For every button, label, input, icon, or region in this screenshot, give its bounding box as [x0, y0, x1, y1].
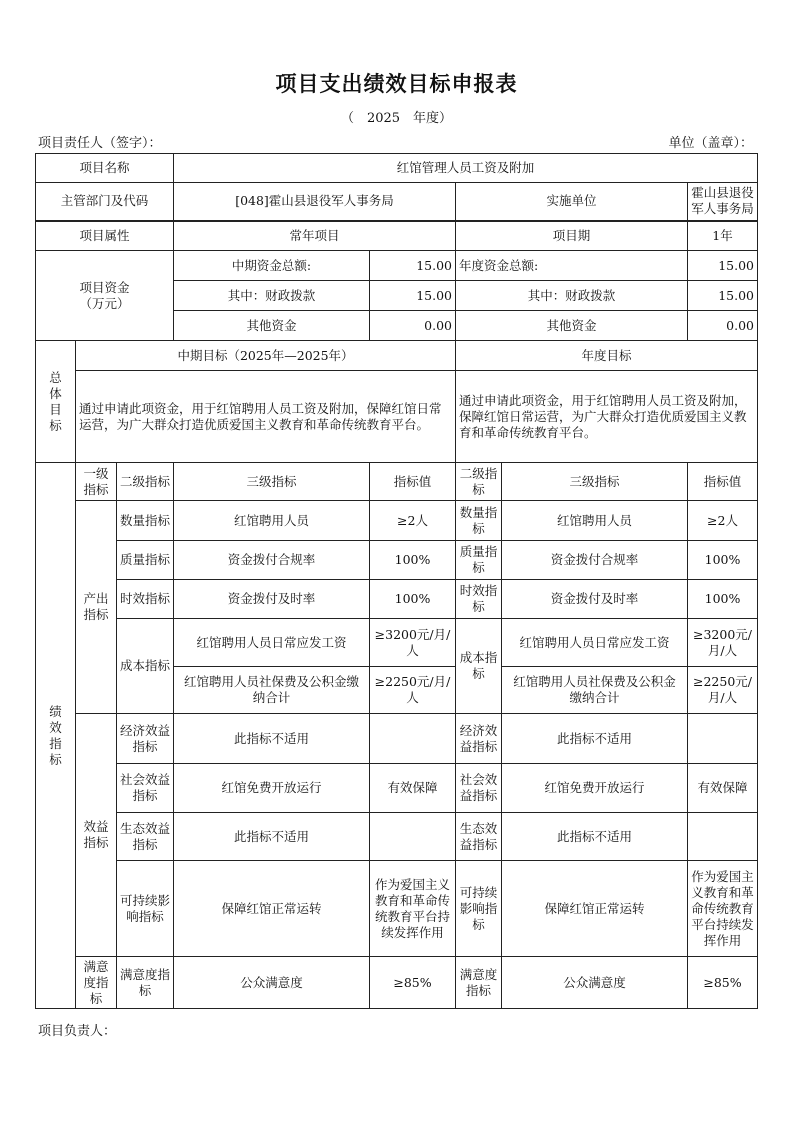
social-r-l3: 红馆免费开放运行	[502, 764, 688, 813]
impl-label: 实施单位	[456, 183, 688, 221]
quantity-r-l2: 数量指 标	[456, 501, 502, 541]
unit-seal-label: 单位（盖章）：	[668, 136, 753, 151]
ecological-r-value	[688, 813, 758, 861]
satisfaction-r-l3: 公众满意度	[502, 957, 688, 1009]
quality-r-l2: 质量指 标	[456, 541, 502, 580]
mid-goal-text: 通过申请此项资金，用于红馆聘用人员工资及附加，保障红馆日常运营，为广大群众打造优质爱国主义教育和革命传统教育平台。	[76, 371, 456, 463]
effect-indicator-label: 效益 指标	[76, 714, 117, 957]
annual-goal-text: 通过申请此项资金，用于红馆聘用人员工资及附加，保障红馆日常运营，为广大群众打造优质爱国主义教育和革命传统教育平台。	[456, 371, 758, 463]
overall-goal-label: 总 体 目 标	[36, 341, 76, 463]
cost-row1-r-value: ≥3200元/ 月/人	[688, 619, 758, 667]
satisfaction-indicator-label: 满意 度指 标	[76, 957, 117, 1009]
dept-label: 主管部门及代码	[36, 183, 174, 221]
annual-other-label: 其他资金	[456, 311, 688, 341]
cost-row1-r-l3: 红馆聘用人员日常应发工资	[502, 619, 688, 667]
row-department	[36, 183, 758, 221]
mid-other-label: 其他资金	[174, 311, 370, 341]
performance-target-table	[35, 153, 758, 1009]
annual-goal-header: 年度目标	[456, 341, 758, 371]
ecological-l2: 生态效益 指标	[117, 813, 174, 861]
mid-total-value: 15.00	[370, 251, 456, 281]
social-l2: 社会效益 指标	[117, 764, 174, 813]
ecological-r-l3: 此指标不适用	[502, 813, 688, 861]
row-fund-total	[36, 251, 758, 281]
attr-value: 常年项目	[174, 221, 456, 251]
row-social	[36, 764, 758, 813]
header-r-level3: 三级指标	[502, 463, 688, 501]
economic-r-l3: 此指标不适用	[502, 714, 688, 764]
row-quantity	[36, 501, 758, 541]
fiscal-year: （ 2025 年度）	[340, 111, 453, 126]
row-goal-text	[36, 371, 758, 463]
project-name-value: 红馆管理人员工资及附加	[174, 154, 758, 183]
row-satisfaction	[36, 957, 758, 1009]
row-quality	[36, 541, 758, 580]
cost-row2-l3: 红馆聘用人员社保费及公积金缴 纳合计	[174, 667, 370, 714]
mid-fiscal-value: 15.00	[370, 281, 456, 311]
quantity-r-l3: 红馆聘用人员	[502, 501, 688, 541]
economic-value	[370, 714, 456, 764]
sustainable-r-l2: 可持续 影响指 标	[456, 861, 502, 957]
cost-row2-value: ≥2250元/月/ 人	[370, 667, 456, 714]
annual-fiscal-label: 其中：财政拨款	[456, 281, 688, 311]
cost-row1-value: ≥3200元/月/ 人	[370, 619, 456, 667]
economic-l2: 经济效益 指标	[117, 714, 174, 764]
mid-total-label: 中期资金总额:	[174, 251, 370, 281]
sustainable-value: 作为爱国主义 教育和革命传 统教育平台持 续发挥作用	[370, 861, 456, 957]
header-value: 指标值	[370, 463, 456, 501]
impl-value: 霍山县退役军人事务局	[688, 183, 758, 221]
cost-r-l2: 成本指 标	[456, 619, 502, 714]
performance-indicator-label: 绩 效 指 标	[36, 463, 76, 1009]
mid-fiscal-label: 其中：财政拨款	[174, 281, 370, 311]
row-attribute	[36, 221, 758, 251]
cost-row2-r-value: ≥2250元/ 月/人	[688, 667, 758, 714]
economic-r-value	[688, 714, 758, 764]
satisfaction-value: ≥85%	[370, 957, 456, 1009]
attr-label: 项目属性	[36, 221, 174, 251]
quality-l3: 资金拨付合规率	[174, 541, 370, 580]
row-indicator-headers	[36, 463, 758, 501]
header-r-value: 指标值	[688, 463, 758, 501]
timeliness-value: 100%	[370, 580, 456, 619]
header-level3: 三级指标	[174, 463, 370, 501]
row-economic	[36, 714, 758, 764]
output-indicator-label: 产出 指标	[76, 501, 117, 714]
header-level2: 二级指标	[117, 463, 174, 501]
sustainable-r-value: 作为爱国主 义教育和革 命传统教育 平台持续发 挥作用	[688, 861, 758, 957]
annual-fiscal-value: 15.00	[688, 281, 758, 311]
annual-total-label: 年度资金总额:	[456, 251, 688, 281]
timeliness-l3: 资金拨付及时率	[174, 580, 370, 619]
project-lead-label: 项目负责人：	[38, 1024, 117, 1039]
ecological-value	[370, 813, 456, 861]
quality-r-l3: 资金拨付合规率	[502, 541, 688, 580]
annual-total-value: 15.00	[688, 251, 758, 281]
timeliness-r-l3: 资金拨付及时率	[502, 580, 688, 619]
timeliness-r-value: 100%	[688, 580, 758, 619]
timeliness-r-l2: 时效指 标	[456, 580, 502, 619]
quality-value: 100%	[370, 541, 456, 580]
quantity-r-value: ≥2人	[688, 501, 758, 541]
project-owner-signature-label: 项目责任人（签字）：	[38, 136, 162, 151]
header-r-level2: 二级指 标	[456, 463, 502, 501]
row-sustainable	[36, 861, 758, 957]
row-timeliness	[36, 580, 758, 619]
form-title: 项目支出绩效目标申报表	[275, 72, 518, 96]
dept-value: [048]霍山县退役军人事务局	[174, 183, 456, 221]
economic-r-l2: 经济效 益指标	[456, 714, 502, 764]
quantity-l2: 数量指标	[117, 501, 174, 541]
row-project-name	[36, 154, 758, 183]
row-ecological	[36, 813, 758, 861]
ecological-l3: 此指标不适用	[174, 813, 370, 861]
social-l3: 红馆免费开放运行	[174, 764, 370, 813]
mid-other-value: 0.00	[370, 311, 456, 341]
annual-other-value: 0.00	[688, 311, 758, 341]
cost-row2-r-l3: 红馆聘用人员社保费及公积金 缴纳合计	[502, 667, 688, 714]
sustainable-r-l3: 保障红馆正常运转	[502, 861, 688, 957]
funds-label: 项目资金 （万元）	[36, 251, 174, 341]
project-name-label: 项目名称	[36, 154, 174, 183]
row-cost-1	[36, 619, 758, 667]
satisfaction-r-value: ≥85%	[688, 957, 758, 1009]
satisfaction-r-l2: 满意度 指标	[456, 957, 502, 1009]
period-value: 1年	[688, 221, 758, 251]
sustainable-l2: 可持续影 响指标	[117, 861, 174, 957]
cost-l2: 成本指标	[117, 619, 174, 714]
sustainable-l3: 保障红馆正常运转	[174, 861, 370, 957]
quantity-l3: 红馆聘用人员	[174, 501, 370, 541]
ecological-r-l2: 生态效 益指标	[456, 813, 502, 861]
satisfaction-l3: 公众满意度	[174, 957, 370, 1009]
quality-r-value: 100%	[688, 541, 758, 580]
period-label: 项目期	[456, 221, 688, 251]
timeliness-l2: 时效指标	[117, 580, 174, 619]
row-goal-headers	[36, 341, 758, 371]
social-value: 有效保障	[370, 764, 456, 813]
social-r-value: 有效保障	[688, 764, 758, 813]
header-level1: 一级 指标	[76, 463, 117, 501]
social-r-l2: 社会效 益指标	[456, 764, 502, 813]
mid-goal-header: 中期目标（2025年—2025年）	[76, 341, 456, 371]
quantity-value: ≥2人	[370, 501, 456, 541]
satisfaction-l2: 满意度指 标	[117, 957, 174, 1009]
quality-l2: 质量指标	[117, 541, 174, 580]
economic-l3: 此指标不适用	[174, 714, 370, 764]
cost-row1-l3: 红馆聘用人员日常应发工资	[174, 619, 370, 667]
